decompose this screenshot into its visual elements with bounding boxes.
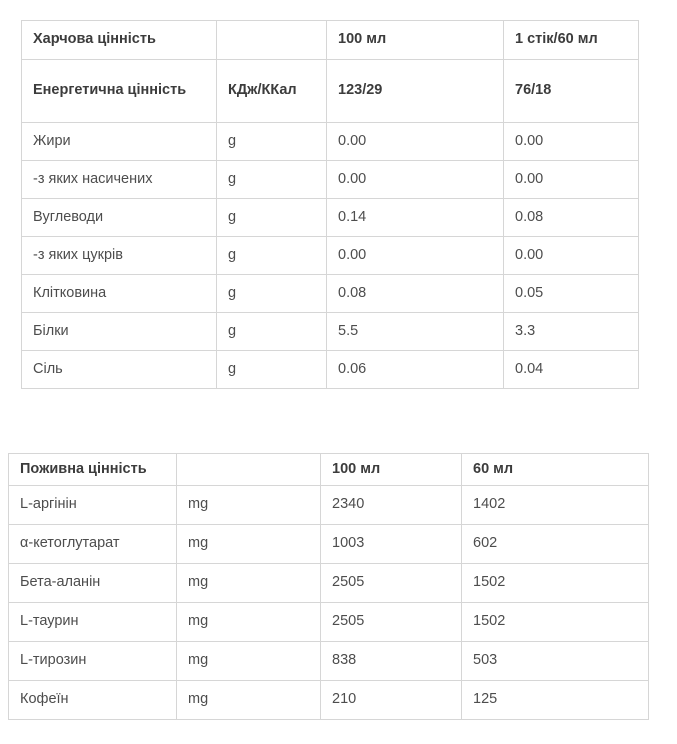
table-row (9, 681, 649, 720)
table-row (9, 486, 649, 525)
row-per-serving: 0.04 (504, 351, 639, 389)
row-per-100: 0.08 (327, 275, 504, 313)
table-row (9, 603, 649, 642)
row-unit: mg (177, 525, 321, 564)
nutrient-content-table (8, 453, 649, 720)
table-row (22, 313, 639, 351)
table-header-row (9, 454, 649, 486)
header-cell-unit (217, 21, 327, 60)
row-label: L-аргінін (9, 486, 177, 525)
row-label: L-таурин (9, 603, 177, 642)
row-label: Вуглеводи (22, 199, 217, 237)
table-row (9, 642, 649, 681)
header-cell-per-serving: 60 мл (462, 454, 649, 486)
row-per-serving: 1402 (462, 486, 649, 525)
row-per-serving: 1502 (462, 564, 649, 603)
row-per-100: 5.5 (327, 313, 504, 351)
row-per-100: 210 (321, 681, 462, 720)
row-per-100: 0.00 (327, 237, 504, 275)
header-cell-unit (177, 454, 321, 486)
table-row (22, 161, 639, 199)
row-per-serving: 0.08 (504, 199, 639, 237)
row-unit: mg (177, 603, 321, 642)
table-row (9, 564, 649, 603)
table-row (22, 351, 639, 389)
header-cell-label: Харчова цінність (22, 21, 217, 60)
row-label: Клітковина (22, 275, 217, 313)
row-unit: g (217, 161, 327, 199)
row-unit: g (217, 237, 327, 275)
row-label: -з яких насичених (22, 161, 217, 199)
row-per-100: 1003 (321, 525, 462, 564)
table-row (22, 199, 639, 237)
table-row (9, 525, 649, 564)
row-label: -з яких цукрів (22, 237, 217, 275)
header-cell-per-100: 100 мл (327, 21, 504, 60)
row-per-serving: 3.3 (504, 313, 639, 351)
row-per-100: 0.06 (327, 351, 504, 389)
row-per-serving: 1502 (462, 603, 649, 642)
row-label: Бета-аланін (9, 564, 177, 603)
row-per-serving: 0.00 (504, 161, 639, 199)
row-label: L-тирозин (9, 642, 177, 681)
row-per-serving: 602 (462, 525, 649, 564)
row-unit: mg (177, 681, 321, 720)
nutrient-content-table-body (9, 454, 649, 720)
row-per-100: 838 (321, 642, 462, 681)
row-unit: g (217, 275, 327, 313)
table-header-row (22, 21, 639, 60)
table-row (22, 123, 639, 161)
row-unit: g (217, 199, 327, 237)
row-unit: g (217, 313, 327, 351)
table-row (22, 237, 639, 275)
energy-per-serving: 76/18 (504, 60, 639, 123)
energy-label: Енергетична цінність (22, 60, 217, 123)
row-per-serving: 0.00 (504, 123, 639, 161)
row-per-100: 0.00 (327, 161, 504, 199)
row-per-100: 0.00 (327, 123, 504, 161)
row-unit: g (217, 123, 327, 161)
row-unit: mg (177, 564, 321, 603)
row-label: Жири (22, 123, 217, 161)
header-cell-label: Поживна цінність (9, 454, 177, 486)
row-per-100: 2505 (321, 603, 462, 642)
row-per-serving: 0.00 (504, 237, 639, 275)
row-label: Сіль (22, 351, 217, 389)
row-per-100: 2340 (321, 486, 462, 525)
nutritional-value-table-body (22, 21, 639, 389)
row-per-serving: 0.05 (504, 275, 639, 313)
row-label: α-кетоглутарат (9, 525, 177, 564)
row-per-100: 2505 (321, 564, 462, 603)
header-cell-per-serving: 1 стік/60 мл (504, 21, 639, 60)
table-row-energy (22, 60, 639, 123)
energy-unit: КДж/ККал (217, 60, 327, 123)
row-unit: mg (177, 642, 321, 681)
energy-per-100: 123/29 (327, 60, 504, 123)
row-unit: g (217, 351, 327, 389)
nutritional-value-table (21, 20, 639, 389)
row-label: Кофеїн (9, 681, 177, 720)
row-label: Білки (22, 313, 217, 351)
row-per-serving: 125 (462, 681, 649, 720)
table-row (22, 275, 639, 313)
row-per-100: 0.14 (327, 199, 504, 237)
header-cell-per-100: 100 мл (321, 454, 462, 486)
row-per-serving: 503 (462, 642, 649, 681)
row-unit: mg (177, 486, 321, 525)
